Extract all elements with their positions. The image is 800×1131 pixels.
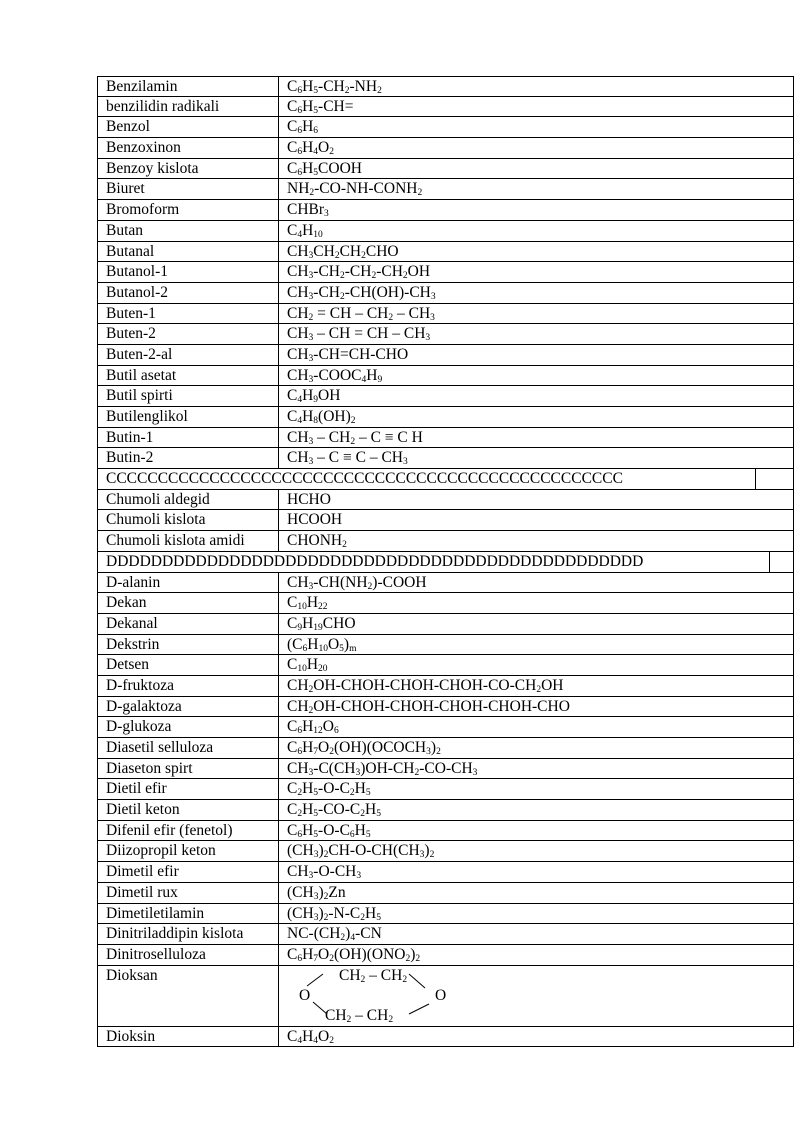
table-row bbox=[97, 221, 794, 242]
table-row bbox=[97, 97, 794, 118]
table-row bbox=[97, 841, 794, 862]
compound-name: Butanal bbox=[97, 242, 279, 262]
compound-name: Buten-2 bbox=[97, 324, 279, 344]
section-letter-row bbox=[97, 469, 794, 490]
table-row bbox=[97, 1027, 794, 1048]
compound-name: Diaseton spirt bbox=[97, 759, 279, 779]
compound-formula: $CHONH_2$ bbox=[279, 531, 794, 551]
compound-name: Dinitriladdipin kislota bbox=[97, 924, 279, 944]
section-letter-text: CCCCCCCCCCCCCCCCCCCCCCCCCCCCCCCCCCCCCCCCCCCCCCCCCC bbox=[97, 469, 755, 489]
compound-name: Dinitroselluloza bbox=[97, 945, 279, 965]
compound-name: Butanol-1 bbox=[97, 262, 279, 282]
compound-formula: $CH_3-CH_2-CH(OH)-CH_3$ bbox=[279, 283, 794, 303]
compound-name: Butin-2 bbox=[97, 448, 279, 468]
compound-formula: $CH_2$ = CH – $CH_2 - CH_3$ bbox=[279, 304, 794, 324]
compound-formula: $C_4H_8(OH)_2$ bbox=[279, 407, 794, 427]
table-row bbox=[97, 76, 794, 97]
compound-name: Buten-2-al bbox=[97, 345, 279, 365]
compound-formula: $CH_3-O-CH_3$ bbox=[279, 862, 794, 882]
compound-formula: $CH_3 - C \equiv C - CH_3$ bbox=[279, 448, 794, 468]
compound-formula: HCHO bbox=[279, 490, 794, 510]
table-row bbox=[97, 573, 794, 594]
section-letter-tail bbox=[769, 552, 794, 572]
compound-formula: $CH_3 - CH_2 - C \equiv C$ H bbox=[279, 428, 794, 448]
compound-name: Bromoform bbox=[97, 200, 279, 220]
table-row bbox=[97, 386, 794, 407]
compound-formula: $CH_2OH-CHOH-CHOH-CHOH-CHOH$-CHO bbox=[279, 697, 794, 717]
table-row bbox=[97, 448, 794, 469]
compound-name: Dietil efir bbox=[97, 779, 279, 799]
table-row bbox=[97, 200, 794, 221]
ring-bond-line bbox=[307, 974, 323, 986]
table-row bbox=[97, 490, 794, 511]
compound-formula: HCOOH bbox=[279, 510, 794, 530]
compound-formula: $C_6H_5-O-C_6H_5$ bbox=[279, 821, 794, 841]
compound-formula: $C_4H_9OH$ bbox=[279, 386, 794, 406]
compound-formula: $CH_3-C(CH_3)OH-CH_2-CO-CH_3$ bbox=[279, 759, 794, 779]
compound-name: Butan bbox=[97, 221, 279, 241]
ring-left-oxygen: O bbox=[299, 986, 311, 1004]
compound-name: Dekanal bbox=[97, 614, 279, 634]
compound-name: Diasetil selluloza bbox=[97, 738, 279, 758]
compound-formula: $CH_3-CH=CH$-CHO bbox=[279, 345, 794, 365]
compound-formula: $NH_2-CO-NH-CONH_2$ bbox=[279, 179, 794, 199]
compound-name: Benzol bbox=[97, 117, 279, 137]
section-letter-row bbox=[97, 552, 794, 573]
compound-name: D-galaktoza bbox=[97, 697, 279, 717]
compound-formula: $CH_3-CH(NH_2)$-COOH bbox=[279, 573, 794, 593]
table-row bbox=[97, 779, 794, 800]
compound-name: Dimetil efir bbox=[97, 862, 279, 882]
compound-name: Dimetiletilamin bbox=[97, 904, 279, 924]
table-row bbox=[97, 738, 794, 759]
table-row bbox=[97, 635, 794, 656]
table-row bbox=[97, 510, 794, 531]
compound-name: Dekstrin bbox=[97, 635, 279, 655]
table-row bbox=[97, 242, 794, 263]
compound-name: Dioksin bbox=[97, 1027, 279, 1047]
table-row bbox=[97, 924, 794, 945]
compound-formula: $C_4H_4O_2$ bbox=[279, 1027, 794, 1047]
section-letter-text: DDDDDDDDDDDDDDDDDDDDDDDDDDDDDDDDDDDDDDDDDDDDDDDD bbox=[97, 552, 769, 572]
table-row bbox=[97, 883, 794, 904]
compound-formula: $CH_3CH_2CH_2CHO$ bbox=[279, 242, 794, 262]
table-row bbox=[97, 283, 794, 304]
compound-formula: $C_{10}H_{20}$ bbox=[279, 655, 794, 675]
compound-formula: CHBr$_3$ bbox=[279, 200, 794, 220]
compound-name: Dimetil rux bbox=[97, 883, 279, 903]
compound-formula: $C_6H_7O_2(OH)(ONO_2)_2$ bbox=[279, 945, 794, 965]
compound-name: Benzoy kislota bbox=[97, 159, 279, 179]
compound-formula: $CH_2OH-CHOH-CHOH-CHOH-CO-CH_2OH$ bbox=[279, 676, 794, 696]
compound-name: Butil asetat bbox=[97, 366, 279, 386]
compound-formula: $C_6H_{12}O_6$ bbox=[279, 717, 794, 737]
compound-formula: $CH_3$ – CH = CH – $CH_3$ bbox=[279, 324, 794, 344]
table-row bbox=[97, 655, 794, 676]
ring-bottom-group: $CH_2 - CH_2$ bbox=[325, 1006, 394, 1025]
compound-name: Butil spirti bbox=[97, 386, 279, 406]
table-row bbox=[97, 945, 794, 966]
table-row bbox=[97, 138, 794, 159]
ring-top-group: $CH_2 - CH_2$ bbox=[339, 966, 408, 985]
compound-formula: $NC-(CH_2)_4-CN$ bbox=[279, 924, 794, 944]
compound-name: Butin-1 bbox=[97, 428, 279, 448]
compound-table bbox=[97, 76, 794, 1047]
compound-name: Dekan bbox=[97, 593, 279, 613]
compound-formula: $C_6H_6$ bbox=[279, 117, 794, 137]
compound-formula: $CH_3-CH_2-CH_2-CH_2OH$ bbox=[279, 262, 794, 282]
table-row bbox=[97, 614, 794, 635]
table-row bbox=[97, 531, 794, 552]
compound-formula: $C_4H_{10}$ bbox=[279, 221, 794, 241]
compound-formula: $C_6H_5-CH=$ bbox=[279, 97, 794, 117]
table-row bbox=[97, 593, 794, 614]
table-row bbox=[97, 324, 794, 345]
table-row bbox=[97, 366, 794, 387]
table-row bbox=[97, 407, 794, 428]
table-row bbox=[97, 345, 794, 366]
ring-bond-line bbox=[409, 974, 425, 988]
table-row bbox=[97, 800, 794, 821]
compound-name: Biuret bbox=[97, 179, 279, 199]
table-row bbox=[97, 676, 794, 697]
compound-formula: $C_6H_4O_2$ bbox=[279, 138, 794, 158]
table-row bbox=[97, 966, 794, 1027]
compound-formula: $C_2H_5-CO-C_2H_5$ bbox=[279, 800, 794, 820]
ring-right-oxygen: O bbox=[435, 986, 447, 1004]
table-row bbox=[97, 862, 794, 883]
compound-name: Diizopropil keton bbox=[97, 841, 279, 861]
compound-formula: $C_{10}H_{22}$ bbox=[279, 593, 794, 613]
table-row bbox=[97, 428, 794, 449]
compound-formula: $C_6H_5-CH_2-NH_2$ bbox=[279, 77, 794, 96]
compound-name: Chumoli aldegid bbox=[97, 490, 279, 510]
compound-formula: $(CH_3)_2Zn$ bbox=[279, 883, 794, 903]
compound-name: Detsen bbox=[97, 655, 279, 675]
compound-name: D-alanin bbox=[97, 573, 279, 593]
compound-formula: $C_2H_5-O-C_2H_5$ bbox=[279, 779, 794, 799]
compound-formula: $C_9H_{19}CHO$ bbox=[279, 614, 794, 634]
table-row bbox=[97, 904, 794, 925]
section-letter-tail bbox=[755, 469, 794, 489]
compound-formula: $C_6H_7O_2(OH)(OCOCH_3)_2$ bbox=[279, 738, 794, 758]
compound-name: D-fruktoza bbox=[97, 676, 279, 696]
compound-formula: $(CH_3)_2-N-C_2H_5$ bbox=[279, 904, 794, 924]
compound-name: Benzilamin bbox=[97, 77, 279, 96]
table-row bbox=[97, 717, 794, 738]
compound-formula bbox=[279, 966, 794, 1026]
compound-formula: $(C_6H_{10}O_5)_m$ bbox=[279, 635, 794, 655]
table-row bbox=[97, 117, 794, 138]
table-row bbox=[97, 179, 794, 200]
compound-name: benzilidin radikali bbox=[97, 97, 279, 117]
table-row bbox=[97, 304, 794, 325]
compound-name: D-glukoza bbox=[97, 717, 279, 737]
table-row bbox=[97, 759, 794, 780]
compound-name: Chumoli kislota bbox=[97, 510, 279, 530]
table-row bbox=[97, 821, 794, 842]
table-row bbox=[97, 697, 794, 718]
compound-name: Dietil keton bbox=[97, 800, 279, 820]
compound-formula: $C_6H_5COOH$ bbox=[279, 159, 794, 179]
compound-formula: $CH_3-COOC_4H_9$ bbox=[279, 366, 794, 386]
compound-name: Chumoli kislota amidi bbox=[97, 531, 279, 551]
compound-name: Buten-1 bbox=[97, 304, 279, 324]
compound-name: Butilenglikol bbox=[97, 407, 279, 427]
ring-bond-line bbox=[409, 1004, 429, 1014]
table-row bbox=[97, 159, 794, 180]
compound-name: Difenil efir (fenetol) bbox=[97, 821, 279, 841]
compound-name: Butanol-2 bbox=[97, 283, 279, 303]
compound-name: Dioksan bbox=[97, 966, 279, 1026]
compound-formula: $(CH_3)_2CH-O-CH(CH_3)_2$ bbox=[279, 841, 794, 861]
table-row bbox=[97, 262, 794, 283]
compound-name: Benzoxinon bbox=[97, 138, 279, 158]
